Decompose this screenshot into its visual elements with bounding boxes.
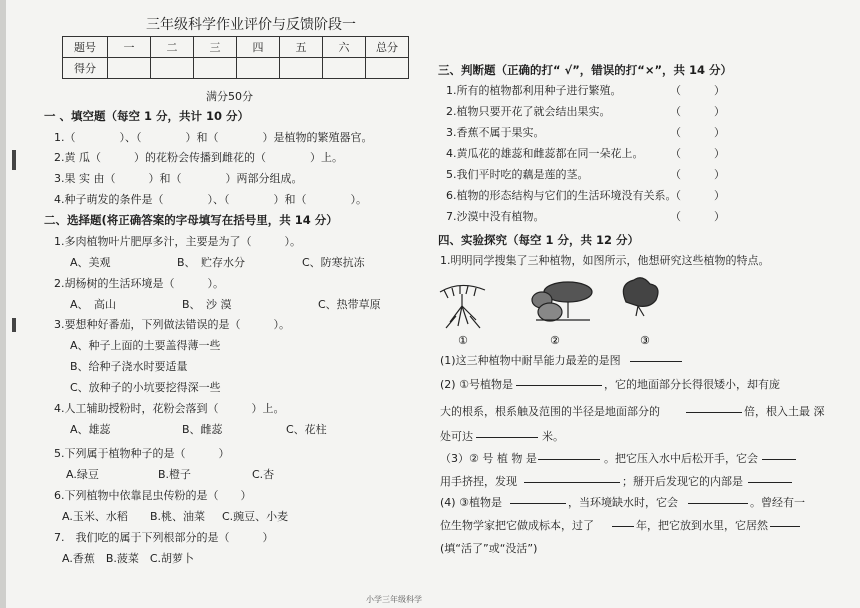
s3-item: 4.黄瓜花的雄蕊和雌蕊都在同一朵花上。 <box>446 147 644 160</box>
s4-question: 位生物学家把它做成标本，过了 <box>440 519 594 532</box>
answer-blank[interactable] <box>524 469 620 483</box>
answer-blank[interactable] <box>510 490 566 504</box>
score-cell[interactable] <box>237 58 280 79</box>
score-cell[interactable] <box>323 58 366 79</box>
score-header-cell: 总分 <box>366 37 409 58</box>
s4-question: 年，把它放到水里，它居然 <box>636 519 768 532</box>
s2-option: C.杏 <box>252 468 275 481</box>
s2-option: A.香蕉 B.菠菜 C.胡萝卜 <box>62 552 195 565</box>
s3-item: 2.植物只要开花了就会结出果实。 <box>446 105 611 118</box>
score-table <box>62 36 409 79</box>
section2-heading: 二、选择题(将正确答案的字母填写在括号里，共 14 分） <box>44 213 338 227</box>
s4-intro: 1.明明同学搜集了三种植物，如图所示，他想研究这些植物的特点。 <box>440 254 770 267</box>
s2-option: C、放种子的小坑要挖得深一些 <box>70 381 221 394</box>
plant-1-illustration <box>440 285 485 328</box>
section3-heading: 三、判断题（正确的打“ √”，错误的打“×”，共 14 分） <box>438 63 733 77</box>
binding-mark <box>12 150 16 170</box>
answer-paren[interactable]: （ ） <box>670 210 725 223</box>
s2-question: 7. 我们吃的属于下列根部分的是（ ） <box>54 531 274 544</box>
full-score: 满分50分 <box>206 90 253 103</box>
s2-question: 1.多肉植物叶片肥厚多汁，主要是为了（ ）。 <box>54 235 301 248</box>
s4-question: (4) ③植物是 <box>440 496 502 509</box>
answer-blank[interactable] <box>630 348 682 362</box>
figure-label: ① <box>458 334 468 347</box>
s3-item: 5.我们平时吃的藕是莲的茎。 <box>446 168 589 181</box>
s2-question: 4.人工辅助授粉时，花粉会落到（ ）上。 <box>54 402 285 415</box>
score-cell[interactable] <box>280 58 323 79</box>
answer-paren[interactable]: （ ） <box>670 105 725 118</box>
s3-item: 7.沙漠中没有植物。 <box>446 210 545 223</box>
s4-question: (2) ①号植物是 <box>440 378 513 391</box>
answer-blank[interactable] <box>538 446 600 460</box>
score-header-cell: 二 <box>151 37 194 58</box>
plant-2-illustration <box>532 282 592 321</box>
s2-option: A、美观 <box>70 256 111 269</box>
binding-mark <box>12 318 16 332</box>
s4-question: 。曾经有一 <box>750 496 805 509</box>
s2-option: B.桃、油菜 <box>150 510 206 523</box>
s4-question: ，它的地面部分长得很矮小，却有庞 <box>604 378 780 391</box>
s2-question: 6.下列植物中依靠昆虫传粉的是（ ） <box>54 489 252 502</box>
s2-option: B.橙子 <box>158 468 192 481</box>
s1-question: 4.种子萌发的条件是（ ）、（ ）和（ ）。 <box>54 193 367 206</box>
score-header-cell: 一 <box>108 37 151 58</box>
s4-question: （3）② 号 植 物 是 <box>440 452 537 465</box>
s2-option: A、 高山 <box>70 298 117 311</box>
s2-option: A.绿豆 <box>66 468 99 481</box>
answer-blank[interactable] <box>516 372 602 386</box>
s2-option: C、防寒抗冻 <box>302 256 365 269</box>
answer-blank[interactable] <box>688 490 748 504</box>
plant-3-illustration <box>623 278 658 316</box>
s2-question: 3.要想种好番茄，下列做法错误的是（ ）。 <box>54 318 290 331</box>
s1-question: 2.黄 瓜（ ）的花粉会传播到雌花的（ ）上。 <box>54 151 343 164</box>
figure-label: ② <box>550 334 560 347</box>
answer-blank[interactable] <box>612 513 634 527</box>
score-cell[interactable] <box>366 58 409 79</box>
score-header-cell: 六 <box>323 37 366 58</box>
page-footer: 小学三年级科学 <box>366 595 422 604</box>
s4-question: 处可达 <box>440 430 473 443</box>
s2-option: C、热带草原 <box>318 298 381 311</box>
answer-paren[interactable]: （ ） <box>670 84 725 97</box>
answer-paren[interactable]: （ ） <box>670 168 725 181</box>
s4-question: 米。 <box>542 430 564 443</box>
section1-heading: 一 、填空题（每空 1 分，共计 10 分） <box>44 109 250 123</box>
s2-option: B、 贮存水分 <box>177 256 246 269</box>
s2-question: 5.下列属于植物种子的是（ ） <box>54 447 230 460</box>
s2-option: B、 沙 漠 <box>182 298 232 311</box>
score-cell[interactable] <box>194 58 237 79</box>
s2-option: C、花柱 <box>286 423 327 436</box>
s2-option: A、雄蕊 <box>70 423 111 436</box>
s2-option: C.豌豆、小麦 <box>222 510 289 523</box>
answer-blank[interactable] <box>748 469 792 483</box>
s4-question: 大的根系，根系触及范围的半径是地面部分的 <box>440 405 660 418</box>
s4-question: ；掰开后发现它的内部是 <box>622 475 743 488</box>
s3-item: 6.植物的形态结构与它们的生活环境没有关系。 <box>446 189 677 202</box>
answer-paren[interactable]: （ ） <box>670 126 725 139</box>
s1-question: 1.（ ）、（ ）和（ ）是植物的繁殖器官。 <box>54 131 373 144</box>
score-cell[interactable] <box>108 58 151 79</box>
score-row-label: 得分 <box>63 58 108 79</box>
s2-question: 2.胡杨树的生活环境是（ ）。 <box>54 277 224 290</box>
answer-blank[interactable] <box>476 424 538 438</box>
s2-option: B、雌蕊 <box>182 423 223 436</box>
s2-option: B、给种子浇水时要适量 <box>70 360 188 373</box>
scan-edge <box>0 0 6 608</box>
score-header-cell: 三 <box>194 37 237 58</box>
s4-question: ，当环境缺水时，它会 <box>568 496 678 509</box>
s4-question: (1)这三种植物中耐旱能力最差的是图 <box>440 354 621 367</box>
s2-option: A、种子上面的土要盖得薄一些 <box>70 339 221 352</box>
answer-blank[interactable] <box>770 513 800 527</box>
section4-heading: 四、实验探究（每空 1 分，共 12 分） <box>438 233 640 247</box>
answer-paren[interactable]: （ ） <box>670 147 725 160</box>
score-cell[interactable] <box>151 58 194 79</box>
s3-item: 1.所有的植物都利用种子进行繁殖。 <box>446 84 622 97</box>
page-title: 三年级科学作业评价与反馈阶段一 <box>146 17 356 33</box>
s4-question: 用手挤捏，发现 <box>440 475 517 488</box>
score-header-cell: 题号 <box>63 37 108 58</box>
answer-paren[interactable]: （ ） <box>670 189 725 202</box>
s4-question: 。把它压入水中后松开手，它会 <box>604 452 758 465</box>
figure-label: ③ <box>640 334 650 347</box>
s4-question: (填“活了”或“没活”) <box>440 542 538 555</box>
answer-blank[interactable] <box>686 399 742 413</box>
score-header-cell: 四 <box>237 37 280 58</box>
s4-question: 倍，根入土最 深 <box>744 405 825 418</box>
score-header-cell: 五 <box>280 37 323 58</box>
s3-item: 3.香蕉不属于果实。 <box>446 126 545 139</box>
answer-blank[interactable] <box>762 446 796 460</box>
plant-illustrations <box>430 272 670 350</box>
s1-question: 3.果 实 由（ ）和（ ）两部分组成。 <box>54 172 303 185</box>
s2-option: A.玉米、水稻 <box>62 510 128 523</box>
